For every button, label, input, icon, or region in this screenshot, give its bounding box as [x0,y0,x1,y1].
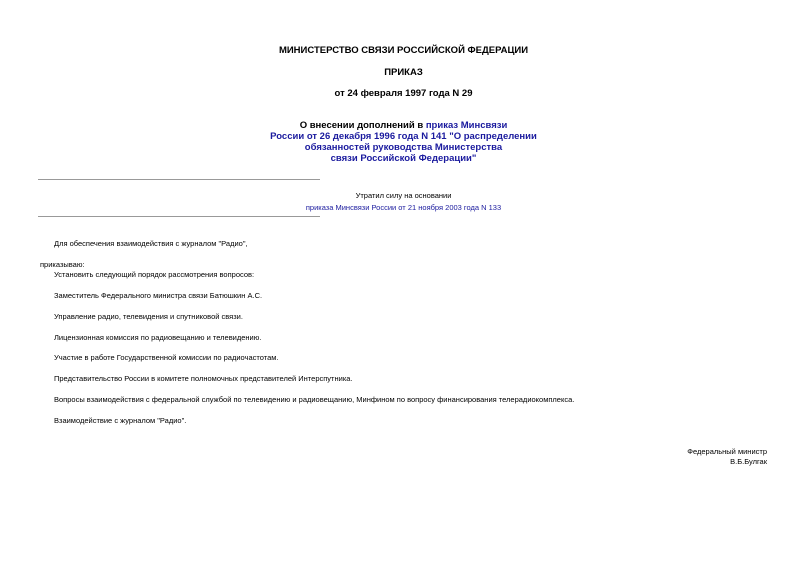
subject-prefix: О внесении дополнений в [299,120,426,131]
paragraph-intersputnik: Представительство России в комитете полномочных представителей Интерспутника. [54,374,353,383]
intro-paragraph: Для обеспечения взаимодействия с журналом "Радио", [54,239,248,248]
subject-line-1 [0,120,807,131]
status-note [0,190,807,214]
paragraph-frequency-commission: Участие в работе Государственной комиссии по радиочастотам. [54,353,279,362]
paragraph-radio-tv-department: Управление радио, телевидения и спутниковой связи. [54,312,243,321]
paragraph-procedure: Установить следующий порядок рассмотрения вопросов: [54,270,255,279]
amended-order-link[interactable]: приказ Минсвязи [425,120,508,131]
paragraph-federal-service: Вопросы взаимодействия с федеральной службой по телевидению и радиовещанию, Минфином по вопросу финансирования телерадиокомплекса. [54,395,575,404]
amended-order-link-line-4[interactable]: связи Российской Федерации" [330,153,477,164]
separator-top [38,179,320,180]
amended-order-link-line-2[interactable]: России от 26 декабря 1996 года N 141 "О распределении [270,131,537,142]
document-subject [0,120,807,164]
repeal-order-link[interactable]: приказа Минсвязи России от 21 ноября 2003 года N 133 [305,203,502,212]
orders-word: приказываю: [40,260,85,269]
document-type: ПРИКАЗ [384,67,423,78]
separator-bottom [38,216,320,217]
signature-position: Федеральный министр [687,447,767,456]
paragraph-radio-magazine: Взаимодействие с журналом "Радио". [54,416,187,425]
paragraph-deputy-minister: Заместитель Федерального министра связи Батюшкин А.С. [54,291,263,300]
signature-name: В.Б.Булгак [730,457,767,466]
status-note-text: Утратил силу на основании [355,191,452,200]
paragraph-licensing-commission: Лицензионная комиссия по радиовещанию и телевидению. [54,333,262,342]
ministry-title: МИНИСТЕРСТВО СВЯЗИ РОССИЙСКОЙ ФЕДЕРАЦИИ [278,45,529,56]
document-date-number: от 24 февраля 1997 года N 29 [334,88,473,99]
amended-order-link-line-3[interactable]: обязанностей руководства Министерства [304,142,503,153]
